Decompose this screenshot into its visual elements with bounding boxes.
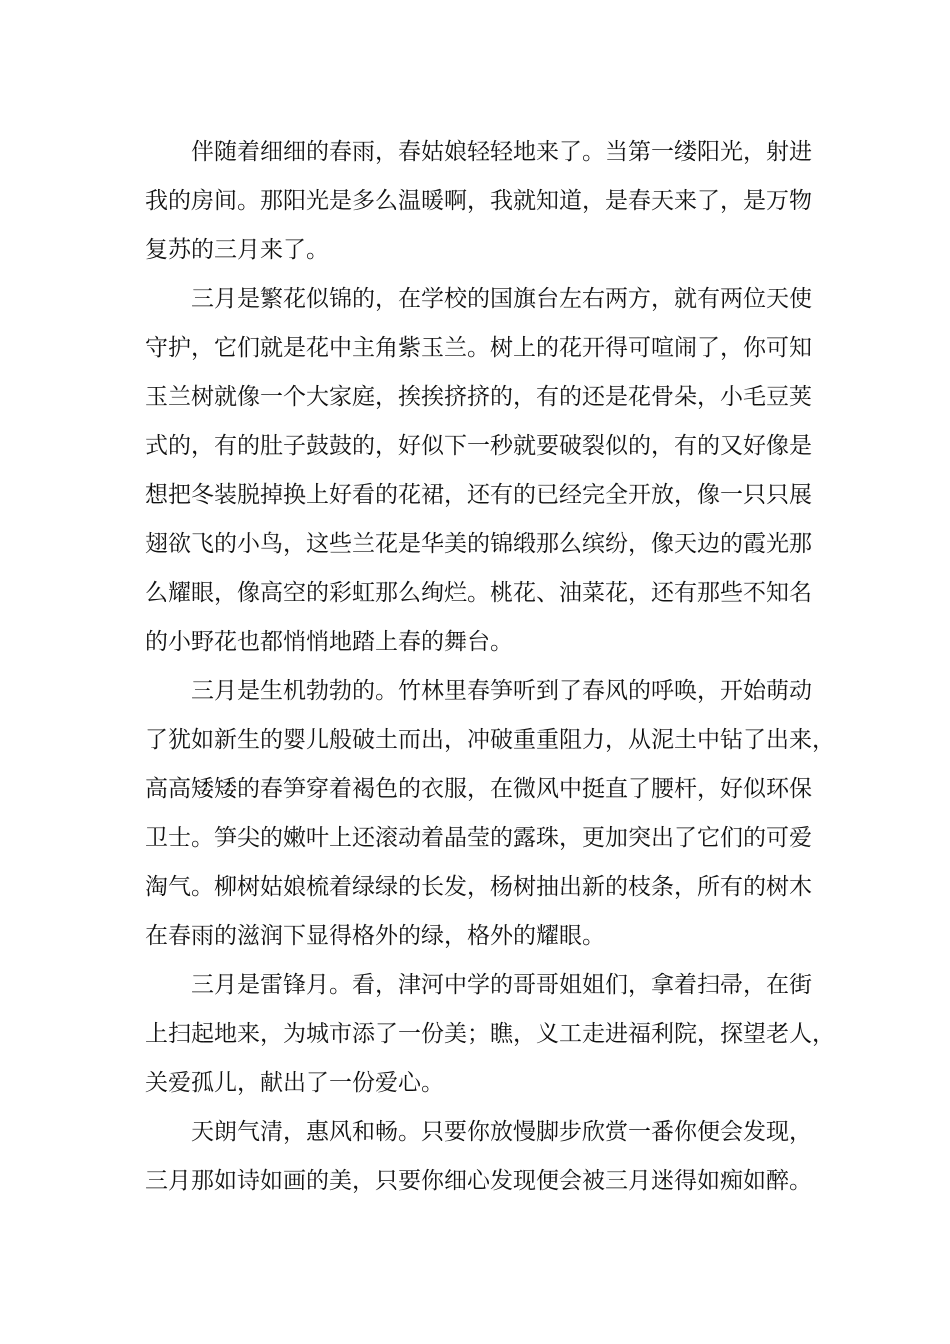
paragraph-line: 守护，它们就是花中主角紫玉兰。树上的花开得可喧闹了，你可知 [145, 335, 812, 361]
paragraph-5 [145, 1108, 815, 1206]
paragraph-2 [145, 275, 815, 667]
paragraph-line: 天朗气清，惠风和畅。只要你放慢脚步欣赏一番你便会发现， [191, 1119, 812, 1145]
paragraph-line: 复苏的三月来了。 [145, 237, 329, 263]
paragraph-line: 伴随着细细的春雨，春姑娘轻轻地来了。当第一缕阳光，射进 [191, 139, 812, 165]
paragraph-line: 玉兰树就像一个大家庭，挨挨挤挤的，有的还是花骨朵，小毛豆荚 [145, 384, 812, 410]
paragraph-line: 在春雨的滋润下显得格外的绿，格外的耀眼。 [145, 923, 605, 949]
paragraph-3 [145, 667, 835, 961]
essay-body [145, 128, 835, 1206]
paragraph-line: 高高矮矮的春笋穿着褐色的衣服，在微风中挺直了腰杆，好似环保 [145, 776, 812, 802]
paragraph-line: 了犹如新生的婴儿般破土而出，冲破重重阻力，从泥土中钻了出来， [145, 727, 835, 753]
paragraph-line: 想把冬装脱掉换上好看的花裙，还有的已经完全开放，像一只只展 [145, 482, 812, 508]
paragraph-4 [145, 961, 835, 1108]
paragraph-line: 三月是雷锋月。看，津河中学的哥哥姐姐们，拿着扫帚，在街 [191, 972, 812, 998]
paragraph-line: 我的房间。那阳光是多么温暖啊，我就知道，是春天来了，是万物 [145, 188, 812, 214]
paragraph-line: 的小野花也都悄悄地踏上春的舞台。 [145, 629, 513, 655]
paragraph-line: 翅欲飞的小鸟，这些兰花是华美的锦缎那么缤纷，像天边的霞光那 [145, 531, 812, 557]
paragraph-1 [145, 128, 815, 275]
paragraph-line: 三月是生机勃勃的。竹林里春笋听到了春风的呼唤，开始萌动 [191, 678, 812, 704]
paragraph-line: 卫士。笋尖的嫩叶上还滚动着晶莹的露珠，更加突出了它们的可爱 [145, 825, 812, 851]
paragraph-line: 三月那如诗如画的美，只要你细心发现便会被三月迷得如痴如醉。 [145, 1168, 812, 1194]
paragraph-line: 淘气。柳树姑娘梳着绿绿的长发，杨树抽出新的枝条，所有的树木 [145, 874, 812, 900]
paragraph-line: 上扫起地来，为城市添了一份美；瞧，义工走进福利院，探望老人， [145, 1021, 835, 1047]
paragraph-line: 么耀眼，像高空的彩虹那么绚烂。桃花、油菜花，还有那些不知名 [145, 580, 812, 606]
paragraph-line: 式的，有的肚子鼓鼓的，好似下一秒就要破裂似的，有的又好像是 [145, 433, 812, 459]
paragraph-line: 三月是繁花似锦的，在学校的国旗台左右两方，就有两位天使 [191, 286, 812, 312]
paragraph-line: 关爱孤儿，献出了一份爱心。 [145, 1070, 444, 1096]
